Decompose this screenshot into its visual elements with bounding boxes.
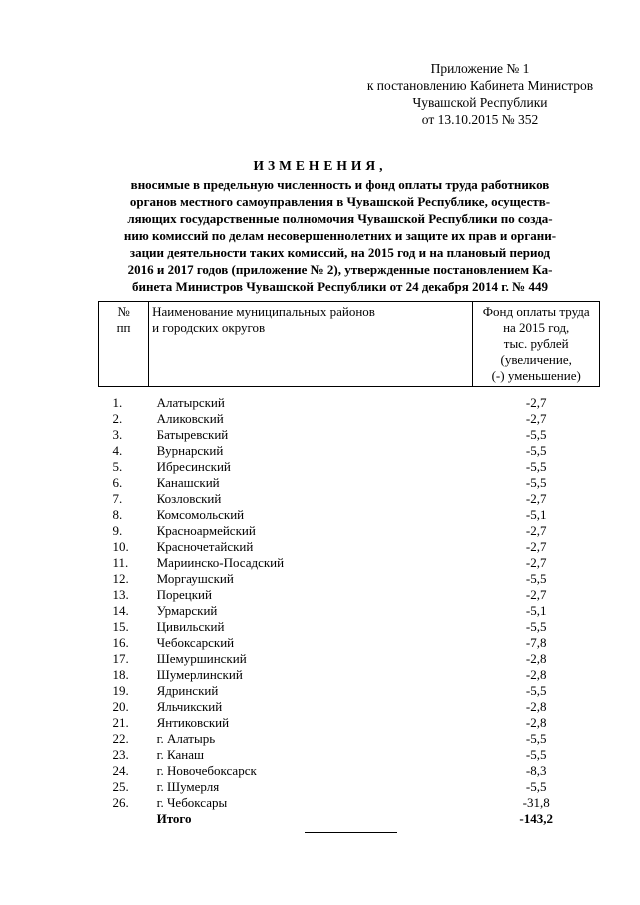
total-label: Итого xyxy=(156,811,192,826)
header-line: Фонд оплаты труда xyxy=(482,304,590,319)
row-value: -2,7 xyxy=(525,491,547,506)
subtitle-line: ляющих государственные полномочия Чувашской Республики по созда- xyxy=(127,211,553,226)
row-value: -2,8 xyxy=(525,699,547,714)
table-row xyxy=(99,427,600,443)
row-name: Комсомольский xyxy=(156,507,245,522)
row-value: -5,5 xyxy=(525,731,547,746)
row-value: -5,1 xyxy=(525,507,547,522)
row-number: 21. xyxy=(112,715,129,730)
row-value: -5,5 xyxy=(525,475,547,490)
table-row xyxy=(99,779,600,795)
table-row xyxy=(99,763,600,779)
row-value: -5,5 xyxy=(525,427,547,442)
row-number: 10. xyxy=(112,539,129,554)
row-name: Алатырский xyxy=(156,395,225,410)
appendix-line: от 13.10.2015 № 352 xyxy=(421,112,539,127)
row-number: 4. xyxy=(112,443,123,458)
row-value: -2,7 xyxy=(525,539,547,554)
row-number: 12. xyxy=(112,571,129,586)
table-row xyxy=(99,459,600,475)
table-row xyxy=(99,523,600,539)
row-value: -5,5 xyxy=(525,459,547,474)
row-value: -2,8 xyxy=(525,715,547,730)
row-number: 18. xyxy=(112,667,129,682)
row-number: 26. xyxy=(112,795,129,810)
table-row xyxy=(99,587,600,603)
row-value: -2,7 xyxy=(525,411,547,426)
document-title: ИЗМЕНЕНИЯ, xyxy=(253,158,387,173)
subtitle-line: 2016 и 2017 годов (приложение № 2), утвержденные постановлением Ка- xyxy=(127,262,553,277)
header-line: и городских округов xyxy=(152,320,266,335)
changes-table xyxy=(98,301,600,827)
row-name: Канашский xyxy=(156,475,220,490)
table-row xyxy=(99,571,600,587)
row-number: 24. xyxy=(112,763,129,778)
row-name: Цивильский xyxy=(156,619,225,634)
header-num xyxy=(99,302,149,387)
row-number: 25. xyxy=(112,779,129,794)
row-value: -2,8 xyxy=(525,651,547,666)
row-number: 8. xyxy=(112,507,123,522)
row-name: Шемуршинский xyxy=(156,651,247,666)
row-value: -5,5 xyxy=(525,619,547,634)
row-name: Яльчикский xyxy=(156,699,223,714)
header-line: пп xyxy=(116,320,131,335)
subtitle-line: вносимые в предельную численность и фонд оплаты труда работников xyxy=(130,177,550,192)
row-number: 13. xyxy=(112,587,129,602)
total-row xyxy=(99,811,600,827)
header-line: (-) уменьшение) xyxy=(491,368,581,383)
header-line: тыс. рублей xyxy=(503,336,569,351)
row-name: Шумерлинский xyxy=(156,667,243,682)
table-row xyxy=(99,651,600,667)
appendix-header xyxy=(340,60,620,128)
row-name: г. Новочебоксарск xyxy=(156,763,257,778)
row-value: -5,5 xyxy=(525,571,547,586)
row-number: 17. xyxy=(112,651,129,666)
header-name xyxy=(149,302,473,387)
table-row xyxy=(99,475,600,491)
subtitle-line: нию комиссий по делам несовершеннолетних и защите их прав и органи- xyxy=(123,228,557,243)
row-value: -8,3 xyxy=(525,763,547,778)
total-value: -143,2 xyxy=(519,811,553,826)
row-number: 9. xyxy=(112,523,123,538)
table-row xyxy=(99,731,600,747)
row-name: Янтиковский xyxy=(156,715,230,730)
row-name: Порецкий xyxy=(156,587,212,602)
total-num xyxy=(99,811,149,827)
header-line: (увеличение, xyxy=(500,352,572,367)
row-number: 15. xyxy=(112,619,129,634)
row-name: Красноармейский xyxy=(156,523,256,538)
row-name: Козловский xyxy=(156,491,222,506)
row-value: -2,7 xyxy=(525,587,547,602)
table-row xyxy=(99,395,600,411)
row-name: г. Шумерля xyxy=(156,779,220,794)
row-value: -2,8 xyxy=(525,667,547,682)
table-body xyxy=(99,387,600,828)
row-number: 16. xyxy=(112,635,129,650)
subtitle-line: органов местного самоуправления в Чувашской Республике, осуществ- xyxy=(129,194,551,209)
row-number: 14. xyxy=(112,603,129,618)
table-row xyxy=(99,411,600,427)
row-value: -31,8 xyxy=(522,795,550,810)
table-row xyxy=(99,747,600,763)
row-number: 20. xyxy=(112,699,129,714)
table-row xyxy=(99,795,600,811)
table-header-row xyxy=(99,302,600,387)
table-row xyxy=(99,619,600,635)
row-name: Аликовский xyxy=(156,411,224,426)
row-name: Красночетайский xyxy=(156,539,254,554)
row-name: г. Чебоксары xyxy=(156,795,228,810)
table-row xyxy=(99,555,600,571)
row-name: Вурнарский xyxy=(156,443,224,458)
row-number: 7. xyxy=(112,491,123,506)
document-subtitle xyxy=(95,176,585,295)
table-row xyxy=(99,683,600,699)
table-row xyxy=(99,443,600,459)
row-value: -2,7 xyxy=(525,555,547,570)
table-row xyxy=(99,715,600,731)
row-value: -5,5 xyxy=(525,747,547,762)
row-number: 1. xyxy=(112,395,123,410)
row-value: -2,7 xyxy=(525,523,547,538)
row-name: Ядринский xyxy=(156,683,219,698)
subtitle-line: зации деятельности таких комиссий, на 2015 год и на плановый период xyxy=(129,245,551,260)
table-row xyxy=(99,667,600,683)
table-row xyxy=(99,507,600,523)
row-value: -7,8 xyxy=(525,635,547,650)
appendix-line: к постановлению Кабинета Министров xyxy=(366,78,594,93)
row-name: Мариинско-Посадский xyxy=(156,555,285,570)
table-row xyxy=(99,603,600,619)
header-line: Наименование муниципальных районов xyxy=(152,304,375,319)
row-value: -5,5 xyxy=(525,683,547,698)
row-number: 19. xyxy=(112,683,129,698)
row-number: 3. xyxy=(112,427,123,442)
row-name: Ибресинский xyxy=(156,459,231,474)
row-value: -5,5 xyxy=(525,779,547,794)
table-row xyxy=(99,699,600,715)
header-line: на 2015 год, xyxy=(503,320,570,335)
table-row xyxy=(99,635,600,651)
row-number: 11. xyxy=(112,555,129,570)
row-value: -5,5 xyxy=(525,443,547,458)
row-value: -5,1 xyxy=(525,603,547,618)
row-name: Урмарский xyxy=(156,603,218,618)
row-name: г. Канаш xyxy=(156,747,204,762)
spacer-row xyxy=(99,387,600,396)
row-name: Моргаушский xyxy=(156,571,234,586)
table-row xyxy=(99,491,600,507)
row-number: 23. xyxy=(112,747,129,762)
appendix-line: Чувашской Республики xyxy=(412,95,548,110)
row-name: г. Алатырь xyxy=(156,731,216,746)
subtitle-line: бинета Министров Чувашской Республики от 24 декабря 2014 г. № 449 xyxy=(132,279,548,294)
row-number: 2. xyxy=(112,411,123,426)
row-name: Батыревский xyxy=(156,427,229,442)
end-divider xyxy=(305,832,397,833)
header-value xyxy=(473,302,600,387)
row-value: -2,7 xyxy=(525,395,547,410)
table-row xyxy=(99,539,600,555)
row-name: Чебоксарский xyxy=(156,635,235,650)
row-number: 22. xyxy=(112,731,129,746)
appendix-line: Приложение № 1 xyxy=(430,61,530,76)
row-number: 5. xyxy=(112,459,123,474)
header-line: № xyxy=(117,304,130,319)
row-number: 6. xyxy=(112,475,123,490)
